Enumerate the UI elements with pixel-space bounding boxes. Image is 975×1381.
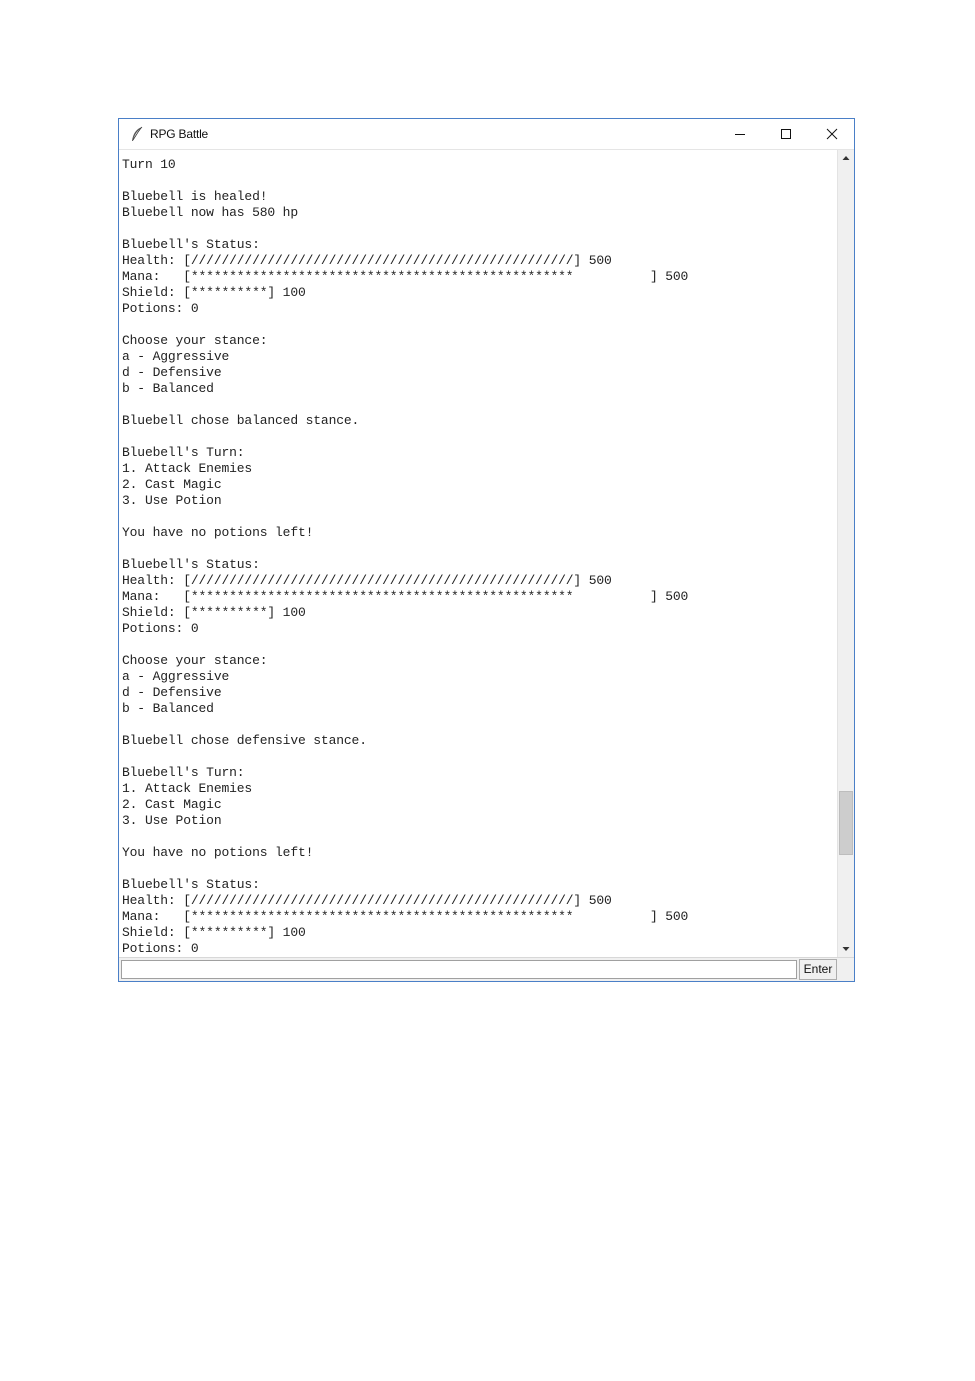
console-line: Bluebell's Turn: xyxy=(122,445,245,460)
console-line: Health: [//////////////////////////////////////////////////] 500 xyxy=(122,893,612,908)
enter-button[interactable]: Enter xyxy=(799,959,837,980)
console-output[interactable] xyxy=(122,151,836,957)
console-line: Turn 10 xyxy=(122,157,176,172)
console-line: Potions: 0 xyxy=(122,941,199,956)
console-line: Bluebell chose balanced stance. xyxy=(122,413,360,428)
console-line: 3. Use Potion xyxy=(122,813,222,828)
console-line: Potions: 0 xyxy=(122,621,199,636)
console-line: Choose your stance: xyxy=(122,653,268,668)
console-line: d - Defensive xyxy=(122,685,222,700)
console-line: d - Defensive xyxy=(122,365,222,380)
console-line: a - Aggressive xyxy=(122,349,230,364)
corner-filler xyxy=(838,960,854,980)
console-line: Bluebell is healed! xyxy=(122,189,268,204)
console-line xyxy=(122,509,836,525)
console-line: Bluebell's Status: xyxy=(122,237,260,252)
console-line xyxy=(122,429,836,445)
minimize-icon xyxy=(734,128,746,140)
console-line: Bluebell now has 580 hp xyxy=(122,205,298,220)
console-line xyxy=(122,637,836,653)
console-line xyxy=(122,173,836,189)
console-line: You have no potions left! xyxy=(122,845,314,860)
console-line: Mana: [************************************************** ] 500 xyxy=(122,909,689,924)
console-line: Potions: 0 xyxy=(122,301,199,316)
console-line xyxy=(122,829,836,845)
scroll-down-button[interactable] xyxy=(838,941,854,957)
arrow-down-icon xyxy=(838,941,854,957)
console-line: Bluebell's Turn: xyxy=(122,765,245,780)
console-line: Mana: [************************************************** ] 500 xyxy=(122,589,689,604)
arrow-up-icon xyxy=(838,150,854,166)
console-text xyxy=(122,151,836,957)
console-line xyxy=(122,717,836,733)
console-line: Bluebell chose defensive stance. xyxy=(122,733,367,748)
console-line: You have no potions left! xyxy=(122,525,314,540)
maximize-button[interactable] xyxy=(763,119,809,149)
close-icon xyxy=(826,128,838,140)
rpg-battle-window xyxy=(118,118,855,982)
console-line: Bluebell's Status: xyxy=(122,557,260,572)
console-line xyxy=(122,749,836,765)
scroll-up-button[interactable] xyxy=(838,150,854,166)
maximize-icon xyxy=(780,128,792,140)
console-line xyxy=(122,221,836,237)
console-line: Choose your stance: xyxy=(122,333,268,348)
console-line: 1. Attack Enemies xyxy=(122,781,253,796)
command-input[interactable] xyxy=(121,960,797,979)
minimize-button[interactable] xyxy=(717,119,763,149)
console-line: Health: [//////////////////////////////////////////////////] 500 xyxy=(122,573,612,588)
console-line xyxy=(122,397,836,413)
scroll-thumb[interactable] xyxy=(839,791,853,855)
console-line: Bluebell's Status: xyxy=(122,877,260,892)
vertical-scrollbar[interactable] xyxy=(837,150,854,957)
console-line: 3. Use Potion xyxy=(122,493,222,508)
console-line: 1. Attack Enemies xyxy=(122,461,253,476)
console-line: b - Balanced xyxy=(122,381,214,396)
console-line: Shield: [**********] 100 xyxy=(122,285,306,300)
console-line: 2. Cast Magic xyxy=(122,797,222,812)
console-line: b - Balanced xyxy=(122,701,214,716)
console-line xyxy=(122,317,836,333)
input-row xyxy=(119,957,854,981)
console-line: a - Aggressive xyxy=(122,669,230,684)
feather-icon xyxy=(130,126,144,142)
console-line: Shield: [**********] 100 xyxy=(122,605,306,620)
console-line: Health: [//////////////////////////////////////////////////] 500 xyxy=(122,253,612,268)
console-line: Mana: [************************************************** ] 500 xyxy=(122,269,689,284)
console-line: Shield: [**********] 100 xyxy=(122,925,306,940)
close-button[interactable] xyxy=(809,119,855,149)
console-line: 2. Cast Magic xyxy=(122,477,222,492)
console-line xyxy=(122,861,836,877)
console-line xyxy=(122,541,836,557)
title-bar[interactable] xyxy=(119,119,854,150)
window-title: RPG Battle xyxy=(150,127,209,141)
